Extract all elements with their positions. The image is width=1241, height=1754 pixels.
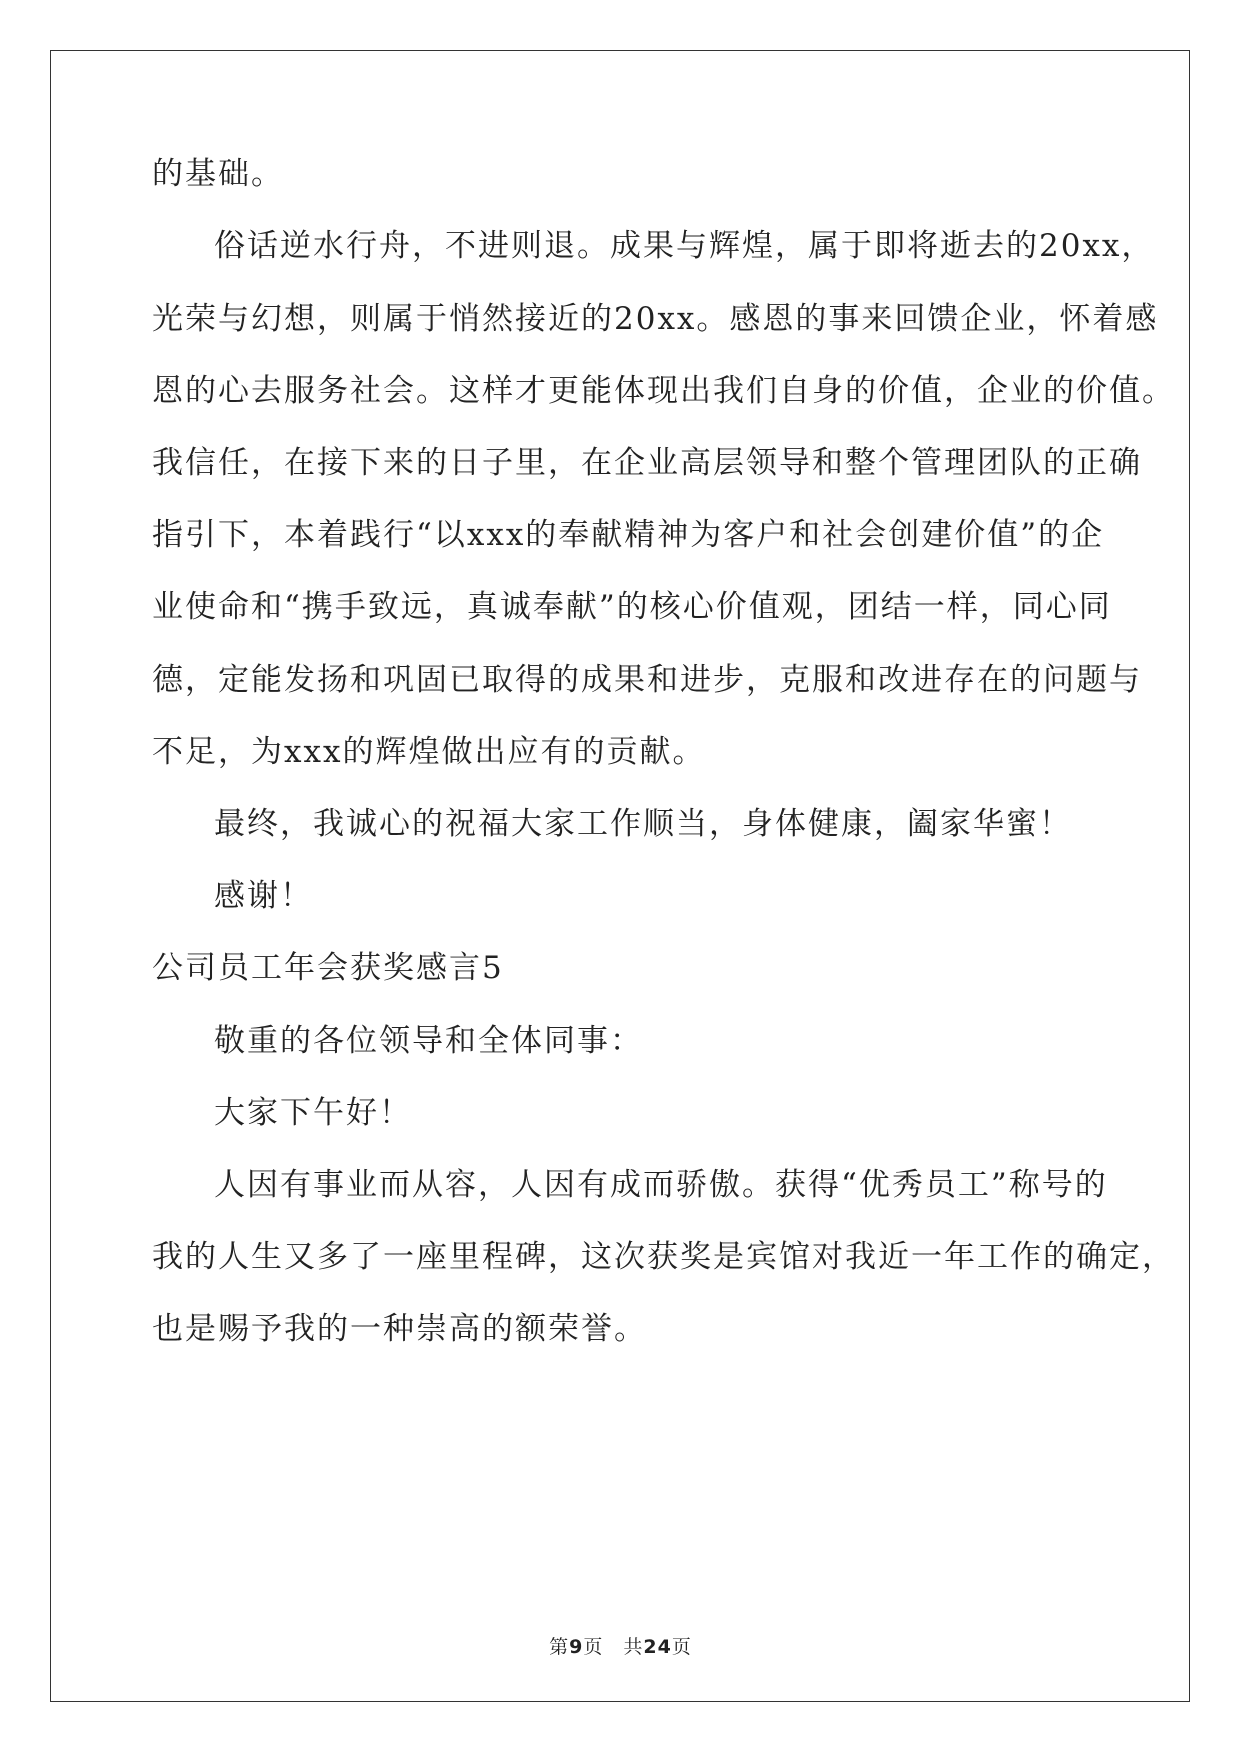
text-line: 大家下午好！ (214, 1095, 412, 1131)
text-line: 不足，为xxx的辉煌做出应有的贡献。 (152, 734, 706, 770)
text-line: 恩的心去服务社会。这样才更能体现出我们自身的价值，企业的价值。 (152, 373, 1175, 409)
section-heading: 公司员工年会获奖感言5 (152, 950, 504, 986)
text-line: 光荣与幻想，则属于悄然接近的20xx。感恩的事来回馈企业，怀着感 (152, 301, 1159, 337)
text-line: 指引下，本着践行“以xxx的奉献精神为客户和社会创建价值”的企 (152, 517, 1105, 553)
text-line: 我信任，在接下来的日子里，在企业高层领导和整个管理团队的正确 (152, 445, 1142, 481)
text-line: 俗话逆水行舟，不进则退。成果与辉煌，属于即将逝去的20xx， (214, 228, 1155, 264)
total-prefix: 共 (623, 1636, 644, 1658)
text-line: 最终，我诚心的祝福大家工作顺当，身体健康，阖家华蜜！ (214, 806, 1072, 842)
text-line: 的基础。 (152, 156, 284, 192)
text-line: 德，定能发扬和巩固已取得的成果和进步，克服和改进存在的问题与 (152, 662, 1142, 698)
text-line: 感谢！ (214, 878, 313, 914)
text-line: 我的人生又多了一座里程碑，这次获奖是宾馆对我近一年工作的确定， (152, 1239, 1175, 1275)
page-prefix: 第 (549, 1636, 570, 1658)
text-line: 业使命和“携手致远，真诚奉献”的核心价值观，团结一样，同心同 (152, 589, 1112, 625)
page-footer (0, 1632, 1241, 1659)
text-line: 也是赐予我的一种崇高的额荣誉。 (152, 1311, 647, 1347)
total-suffix: 页 (671, 1636, 692, 1658)
page-number: 9 (569, 1636, 584, 1658)
total-pages: 24 (643, 1636, 672, 1658)
text-line: 敬重的各位领导和全体同事： (214, 1023, 643, 1059)
text-line: 人因有事业而从容，人因有成而骄傲。获得“优秀员工”称号的 (214, 1167, 1108, 1203)
page-suffix: 页 (583, 1636, 604, 1658)
